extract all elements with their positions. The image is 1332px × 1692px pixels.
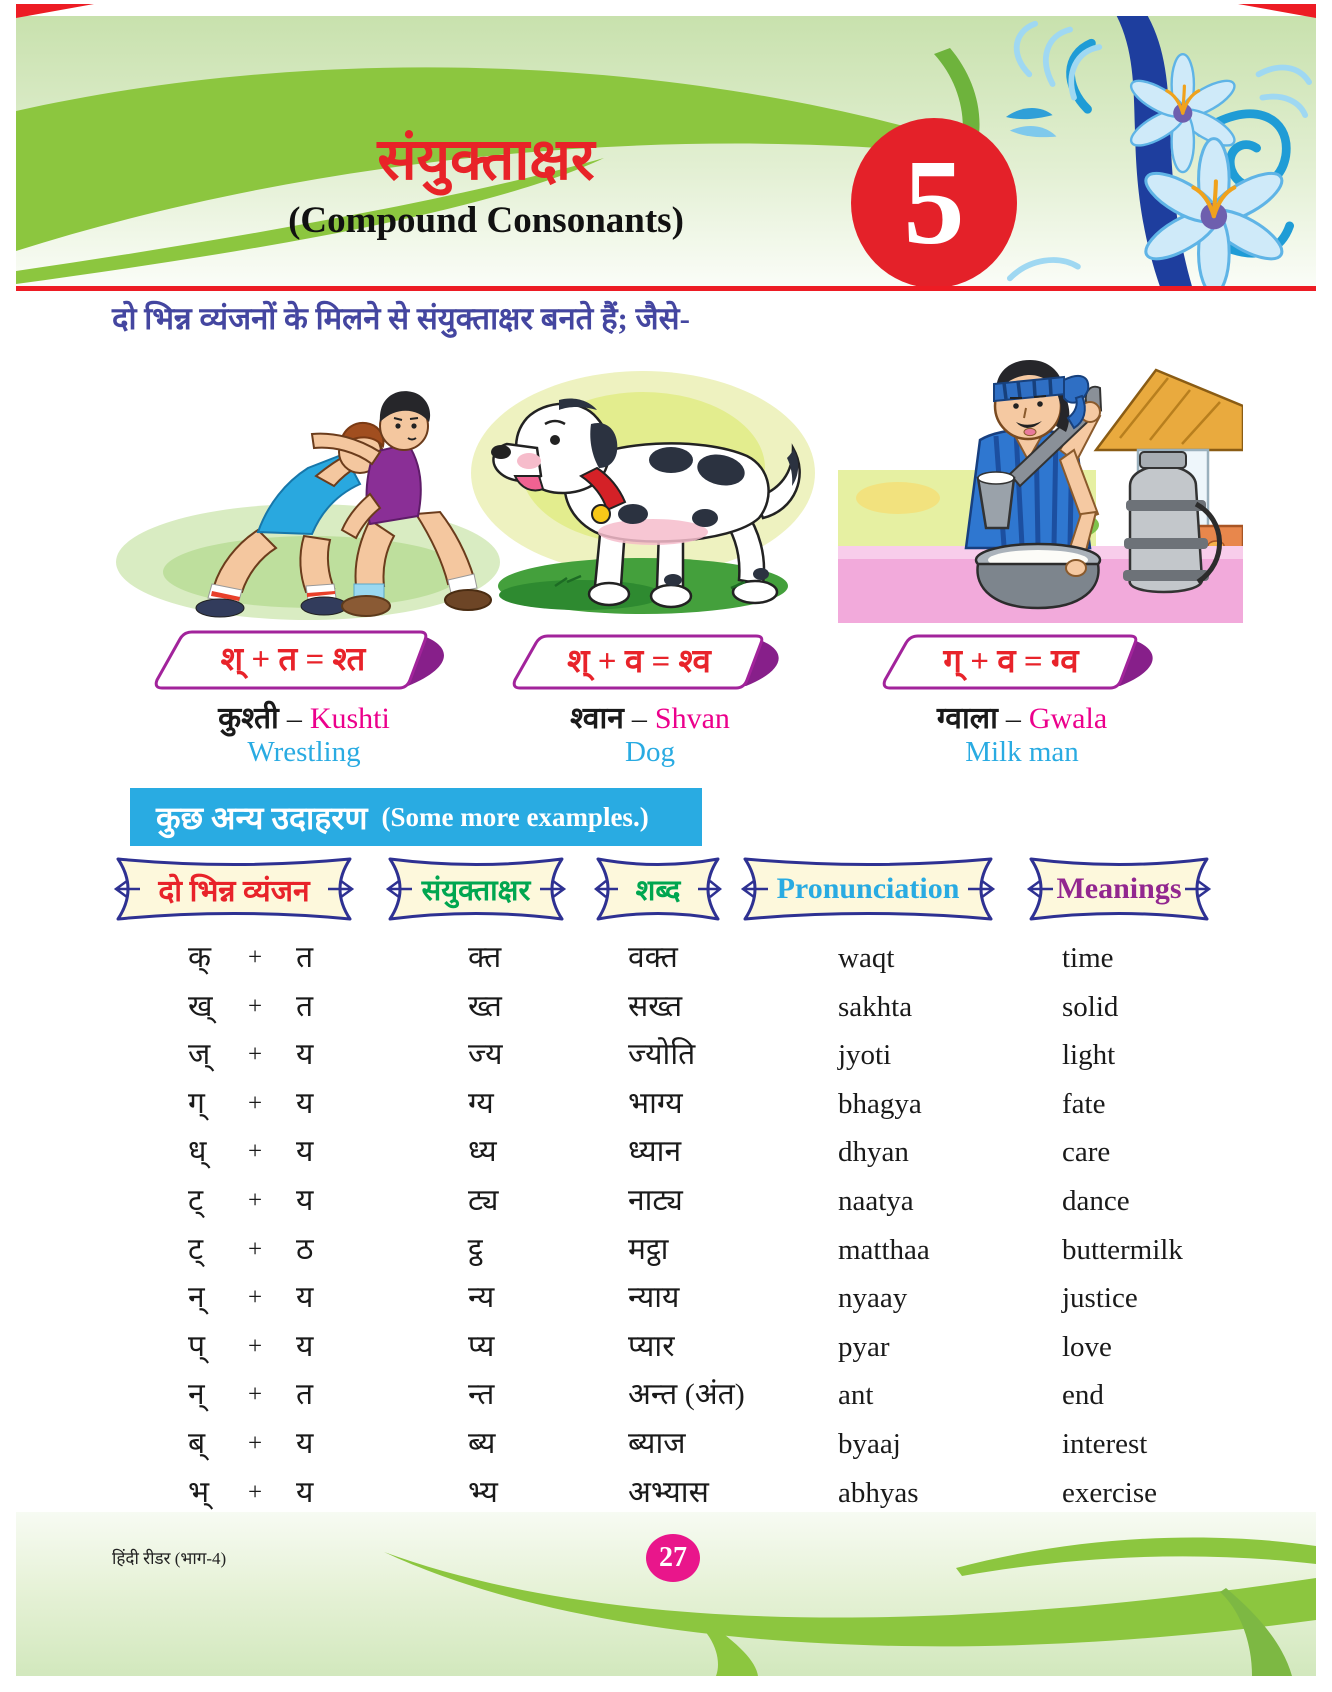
book-title: हिंदी रीडर (भाग-4) bbox=[112, 1549, 227, 1568]
header-band bbox=[16, 16, 1316, 288]
compound-consonant: ब्य bbox=[468, 1426, 496, 1460]
example-meaning-2: Dog bbox=[625, 736, 675, 768]
example-transliteration: Kushti bbox=[309, 702, 390, 735]
title-english: (Compound Consonants) bbox=[288, 199, 684, 241]
compound-consonant: ग्य bbox=[468, 1086, 494, 1120]
example-word: अन्त (अंत) bbox=[628, 1378, 745, 1412]
first-consonant: ख् bbox=[188, 989, 213, 1023]
first-consonant: क् bbox=[188, 941, 212, 974]
meaning: solid bbox=[1062, 990, 1119, 1023]
formula-ribbon-2 bbox=[508, 632, 792, 692]
plus-sign: + bbox=[248, 944, 263, 971]
wrestling-illustration bbox=[108, 334, 503, 624]
table-row bbox=[0, 1080, 1332, 1129]
formula-text: ग् + व = ग्व bbox=[943, 643, 1079, 680]
pronunciation: naatya bbox=[838, 1184, 914, 1217]
meaning: dance bbox=[1062, 1184, 1130, 1217]
pronunciation: matthaa bbox=[838, 1233, 930, 1266]
examples-table bbox=[0, 934, 1332, 1517]
table-row bbox=[0, 1031, 1332, 1080]
first-consonant: ट् bbox=[188, 1232, 204, 1266]
meaning: interest bbox=[1062, 1427, 1148, 1460]
meaning: exercise bbox=[1062, 1476, 1157, 1509]
example-word: ज्योति bbox=[628, 1038, 696, 1072]
example-word: मट्ठा bbox=[628, 1232, 669, 1266]
meaning: justice bbox=[1062, 1282, 1138, 1315]
table-row bbox=[0, 983, 1332, 1032]
compound-consonant: न्य bbox=[468, 1281, 495, 1315]
table-row bbox=[0, 1128, 1332, 1177]
plus-sign: + bbox=[248, 1284, 263, 1312]
pronunciation: abhyas bbox=[838, 1476, 919, 1509]
more-examples-banner bbox=[130, 788, 702, 846]
first-consonant: ज् bbox=[188, 1038, 211, 1072]
plus-sign: + bbox=[248, 1089, 263, 1117]
chapter-number: 5 bbox=[903, 135, 965, 270]
pronunciation: pyar bbox=[838, 1330, 890, 1363]
compound-consonant: ध्य bbox=[468, 1135, 497, 1169]
table-row bbox=[0, 1420, 1332, 1469]
compound-consonant: न्त bbox=[468, 1378, 495, 1412]
example-word: सख्त bbox=[628, 989, 683, 1023]
plus-sign: + bbox=[248, 1041, 263, 1069]
plus-sign: + bbox=[248, 1186, 263, 1214]
example-word: श्वान bbox=[570, 702, 624, 735]
red-divider-line bbox=[16, 286, 1316, 291]
example-word: ध्यान bbox=[628, 1135, 682, 1169]
table-row bbox=[0, 1469, 1332, 1518]
example-word: नाट्य bbox=[628, 1183, 683, 1217]
column-header-compound: संयुक्ताक्षर bbox=[385, 852, 567, 926]
example-caption-2: श्वान – Shvan bbox=[570, 702, 730, 735]
plus-sign: + bbox=[248, 1235, 263, 1263]
second-consonant: त bbox=[296, 989, 314, 1023]
first-consonant: भ् bbox=[188, 1475, 210, 1509]
example-word: ग्वाला bbox=[936, 702, 998, 735]
column-header-word: शब्द bbox=[593, 852, 723, 926]
blue-flower-decoration bbox=[966, 16, 1316, 288]
plus-sign: + bbox=[248, 1478, 263, 1506]
formula-text: श् + व = श्व bbox=[567, 643, 711, 680]
compound-consonant: क्त bbox=[468, 941, 502, 974]
milkman-illustration bbox=[838, 318, 1243, 623]
example-meaning-3: Milk man bbox=[965, 736, 1079, 768]
pronunciation: dhyan bbox=[838, 1136, 909, 1169]
plus-sign: + bbox=[248, 1332, 263, 1360]
example-word: न्याय bbox=[628, 1281, 680, 1315]
plus-sign: + bbox=[248, 1381, 263, 1409]
formula-text: श् + त = श्त bbox=[220, 641, 366, 678]
plus-sign: + bbox=[248, 1429, 263, 1457]
second-consonant: य bbox=[296, 1426, 314, 1460]
second-consonant: ठ bbox=[296, 1232, 314, 1266]
formula-ribbon-1 bbox=[150, 628, 458, 692]
pronunciation: bhagya bbox=[838, 1087, 922, 1120]
pronunciation: jyoti bbox=[838, 1039, 892, 1072]
example-word: भाग्य bbox=[628, 1086, 683, 1120]
chapter-number-badge bbox=[851, 118, 1017, 288]
table-row bbox=[0, 1177, 1332, 1226]
meaning: care bbox=[1062, 1136, 1111, 1169]
table-row bbox=[0, 1371, 1332, 1420]
example-word: अभ्यास bbox=[628, 1475, 709, 1509]
meaning: love bbox=[1062, 1330, 1112, 1363]
first-consonant: प् bbox=[188, 1329, 206, 1363]
meaning: light bbox=[1062, 1039, 1116, 1072]
compound-consonant: ख्त bbox=[468, 989, 502, 1023]
second-consonant: य bbox=[296, 1329, 314, 1363]
table-row bbox=[0, 1226, 1332, 1275]
intro-sentence: दो भिन्न व्यंजनों के मिलने से संयुक्ताक्षर बनते हैं; जैसे- bbox=[112, 301, 690, 336]
compound-consonant: ज्य bbox=[468, 1038, 503, 1072]
formula-ribbon-3 bbox=[878, 632, 1166, 692]
example-word: प्यार bbox=[628, 1329, 675, 1363]
page-title bbox=[136, 124, 836, 242]
banner-english: (Some more examples.) bbox=[381, 801, 649, 832]
example-caption-3: ग्वाला – Gwala bbox=[936, 702, 1108, 735]
first-consonant: न् bbox=[188, 1281, 205, 1315]
compound-consonant: प्य bbox=[468, 1329, 495, 1363]
example-word: ब्याज bbox=[628, 1426, 686, 1460]
first-consonant: ट् bbox=[188, 1183, 204, 1217]
meaning: end bbox=[1062, 1379, 1104, 1412]
page-number-badge bbox=[646, 1534, 700, 1582]
second-consonant: त bbox=[296, 1378, 314, 1412]
table-row bbox=[0, 1274, 1332, 1323]
second-consonant: य bbox=[296, 1183, 314, 1217]
pronunciation: sakhta bbox=[838, 990, 913, 1023]
meaning: buttermilk bbox=[1062, 1233, 1183, 1266]
example-transliteration: Shvan bbox=[654, 702, 730, 735]
pronunciation: nyaay bbox=[838, 1282, 908, 1315]
second-consonant: य bbox=[296, 1281, 314, 1315]
column-header-consonants: दो भिन्न व्यंजन bbox=[113, 852, 355, 926]
column-header-pronunciation: Pronunciation bbox=[740, 852, 996, 926]
second-consonant: य bbox=[296, 1038, 314, 1072]
second-consonant: य bbox=[296, 1135, 314, 1169]
meaning: fate bbox=[1062, 1087, 1106, 1120]
banner-hindi: कुछ अन्य उदाहरण bbox=[156, 799, 368, 836]
example-meaning-1: Wrestling bbox=[247, 736, 361, 768]
table-row bbox=[0, 934, 1332, 983]
first-consonant: ग् bbox=[188, 1086, 205, 1120]
compound-consonant: ट्य bbox=[468, 1183, 499, 1217]
first-consonant: न् bbox=[188, 1378, 205, 1412]
dog-illustration bbox=[463, 348, 818, 623]
pronunciation: ant bbox=[838, 1379, 874, 1412]
second-consonant: य bbox=[296, 1086, 314, 1120]
compound-consonant: ट्ठ bbox=[468, 1232, 483, 1266]
plus-sign: + bbox=[248, 992, 263, 1020]
example-word: वक्त bbox=[628, 941, 678, 974]
plus-sign: + bbox=[248, 1138, 263, 1166]
meaning: time bbox=[1062, 942, 1114, 974]
pronunciation: waqt bbox=[838, 942, 895, 974]
table-row bbox=[0, 1323, 1332, 1372]
compound-consonant: भ्य bbox=[468, 1475, 498, 1509]
second-consonant: त bbox=[296, 941, 314, 974]
page-number: 27 bbox=[659, 1542, 687, 1573]
example-transliteration: Gwala bbox=[1028, 702, 1108, 735]
title-hindi: संयुक्ताक्षर bbox=[377, 127, 595, 192]
footer-band bbox=[16, 1512, 1316, 1676]
example-word: कुश्ती bbox=[218, 702, 279, 735]
first-consonant: ब् bbox=[188, 1426, 206, 1460]
column-header-meanings: Meanings bbox=[1026, 852, 1212, 926]
example-caption-1: कुश्ती – Kushti bbox=[218, 702, 390, 735]
second-consonant: य bbox=[296, 1475, 314, 1509]
pronunciation: byaaj bbox=[838, 1427, 901, 1460]
first-consonant: ध् bbox=[188, 1135, 207, 1169]
